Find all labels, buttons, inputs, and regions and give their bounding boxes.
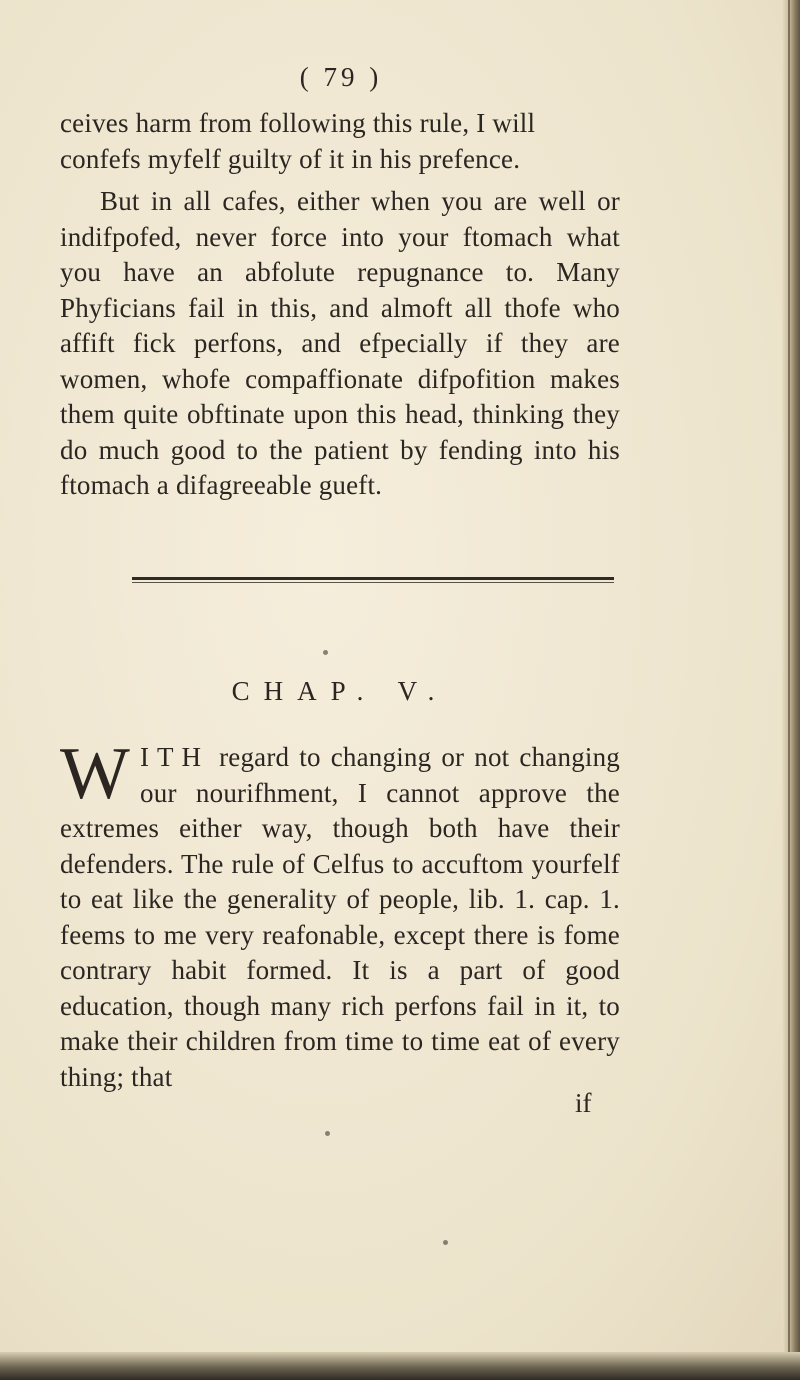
- chapter-opening-paragraph: [60, 733, 620, 1095]
- divider-thick-line: [132, 577, 614, 580]
- chapter-divider-rule: [132, 577, 614, 585]
- catchword: if: [575, 1088, 592, 1118]
- first-word-remainder: ITH: [140, 742, 210, 772]
- divider-thin-line: [132, 582, 614, 583]
- page-right-edge: [782, 0, 800, 1380]
- ink-speck: [325, 1131, 330, 1136]
- drop-cap-letter: W: [60, 733, 131, 815]
- chapter-heading: CHAP. V.: [231, 676, 449, 706]
- paragraph-body: But in all cafes, either when you are well or indifpofed, never force into your ftomach what you have an abfolute repugnance to. Many Phyficians fail in this, and almoft all thofe who affift fick perfons, and efpecially if they are women, whofe compaffionate difpofition makes them quite obftinate upon this head, thinking they do much good to the patient by fending into his ftomach a difagreeable gueft.: [60, 186, 620, 500]
- binding-shadow-line: [788, 0, 790, 1380]
- page-bottom-edge: [0, 1352, 800, 1380]
- paragraph-continuation: ceives harm from following this rule, I will confefs myfelf guilty of it in his prefence.: [60, 108, 536, 174]
- ink-speck: [443, 1240, 448, 1245]
- page-number: ( 79 ): [299, 62, 383, 92]
- ink-speck: [323, 650, 328, 655]
- chapter-opening-text: regard to changing or not changing our nourifhment, I cannot approve the extremes either way, though both have their defenders. The rule of Celfus to accuftom yourfelf to eat like the generality of people, lib. 1. cap. 1. feems to me very reafonable, except there is fome contrary habit formed. It is a part of good education, though many rich perfons fail in it, to make their children from time to time eat of every thing; that: [60, 742, 620, 1092]
